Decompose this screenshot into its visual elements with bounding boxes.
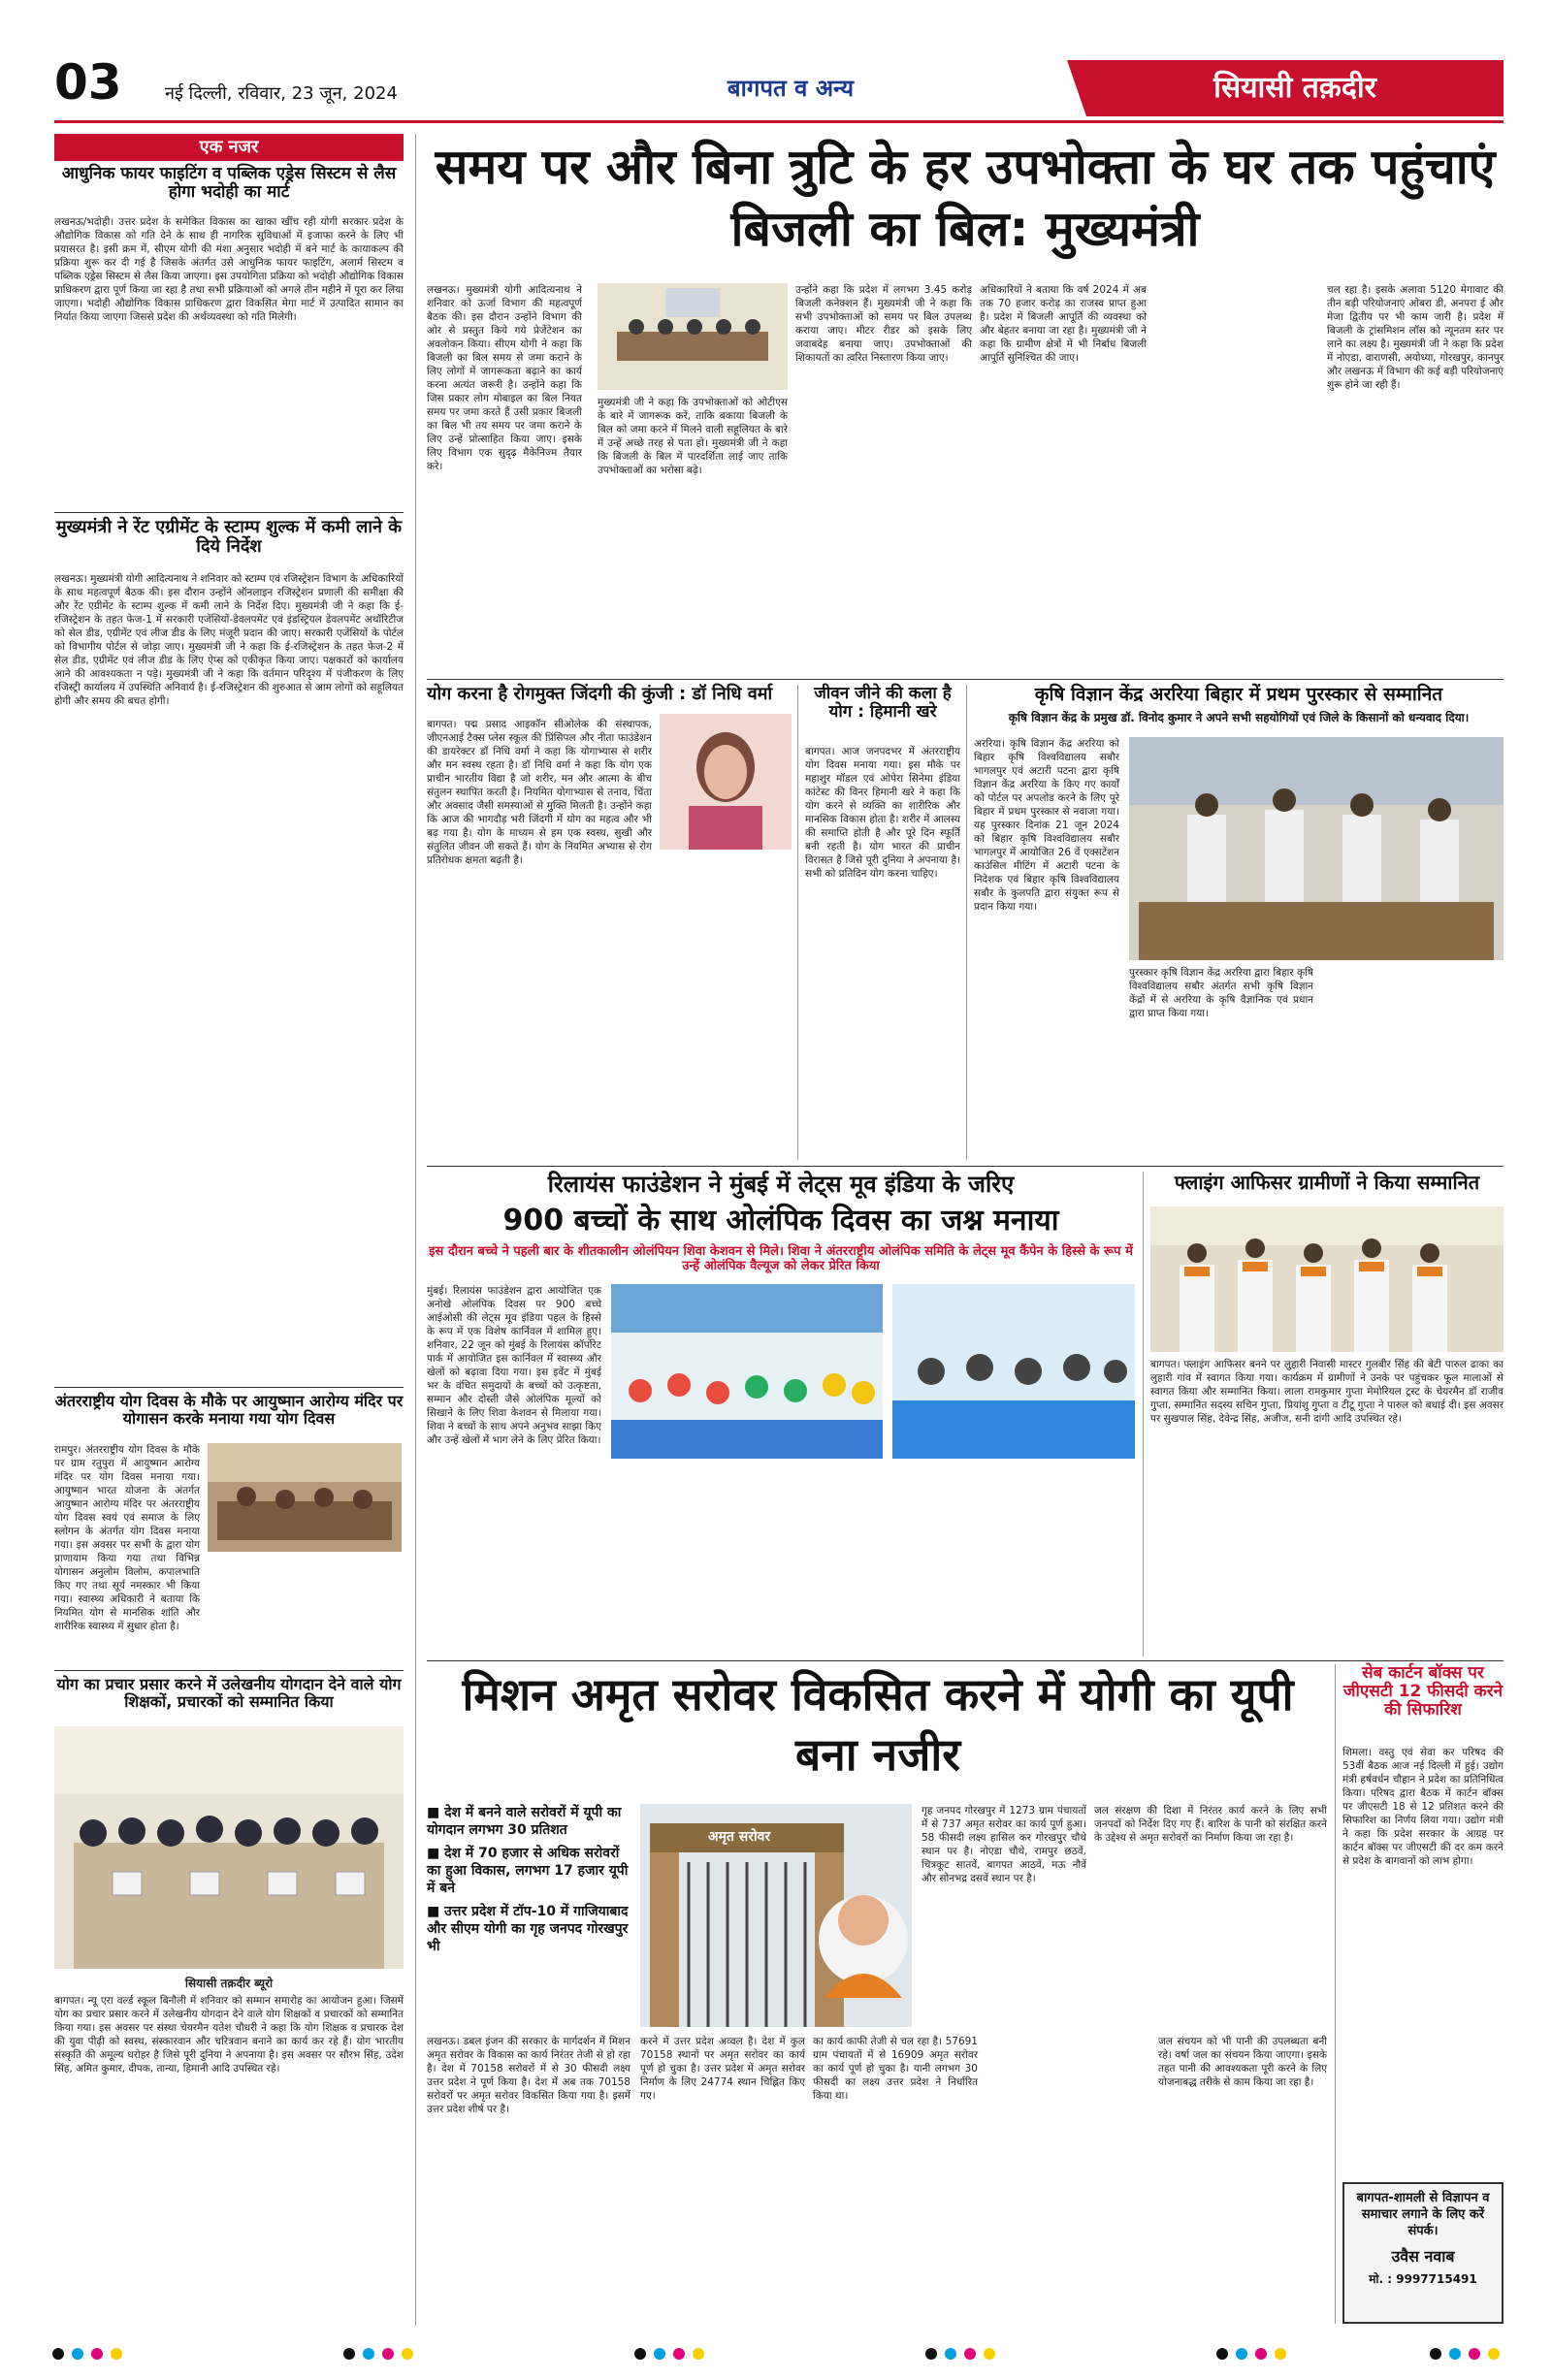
krishi-caption: पुरस्कार कृषि विज्ञान केंद्र अररिया द्वारा बिहार कृषि विश्वविद्यालय सबौर अंतर्गत सभी कृषि विज्ञान केंद्रों में से अररिया के कृषि वैज्ञानिक एवं प्रधान द्वारा प्राप्त किया गया। xyxy=(1129,967,1313,1019)
story1-body: लखनऊ/भदोही। उत्तर प्रदेश के समेकित विकास का खाका खींच रही योगी सरकार प्रदेश के औद्योगिक विकास को गति देने के साथ ही नागरिक सुविधाओं में इजाफा करने के लिए भी प्रयासरत है। इसी क्रम में, सीएम योगी की मंशा अनुसार भदोही में बने मार्ट के कायाकल्प की प्रक्रिया शुरू कर दी गई है जिसके अंतर्गत उसे आधुनिक फायर फाइटिंग, अलार्म सिस्टम व पब्लिक एड्रेस सिस्टम से लैस किया जाएगा। इस उपयोगिता प्रक्रिया को भदोही औद्योगिक विकास प्राधिकरण द्वारा पूर्ण किया जा रहा है तथा सभी प्रक्रियाओं को अगले तीन महीने में पूरा कर लिया जाएगा। भदोही औद्योगिक विकास प्राधिकरण द्वारा विकसित मेगा मार्ट में उत्पादित सामान का निर्यात किया जाएगा जिससे प्रदेश की अर्थव्यवस्था को गति मिलेगी। xyxy=(54,216,404,323)
amrit-body6: जल संचयन को भी पानी की उपलब्धता बनी रहे। वर्षा जल का संचयन किया जाएगा। इसके तहत पानी की आवश्यकता पूरी करने के लिए योजनाबद्ध तरीके से काम किया जा रहा है। xyxy=(1158,2036,1327,2088)
lead-col4: अधिकारियों ने बताया कि वर्ष 2024 में अब तक 70 हजार करोड़ का राजस्व प्राप्त हुआ है। प्रदेश में बिजली आपूर्ति की व्यवस्था को और बेहतर बनाया जा रहा है। मुख्यमंत्री जी ने कहा कि ग्रामीण क्षेत्रों में भी निर्बाध बिजली आपूर्ति सुनिश्चित की जाए। xyxy=(980,284,1147,364)
story3-headline: अंतरराष्ट्रीय योग दिवस के मौके पर आयुष्मान आरोग्य मंदिर पर योगासन करके मनाया गया योग दिवस xyxy=(54,1392,404,1428)
gate-label: अमृत सरोवर xyxy=(707,1829,771,1845)
jeevan-story-headline: जीवन जीने की कला है योग : हिमानी खरे xyxy=(814,684,952,723)
column-divider xyxy=(415,134,416,2326)
page-number: 03 xyxy=(54,54,122,111)
story1-headline: आधुनिक फायर फाइटिंग व पब्लिक एड्रेस सिस्टम से लैस होगा भदोही का मार्ट xyxy=(61,164,397,203)
lead-col3: उन्होंने कहा कि प्रदेश में लगभग 3.45 करोड़ बिजली कनेक्शन हैं। मुख्यमंत्री जी ने कहा कि सभी उपभोक्ताओं को समय पर बिल उपलब्ध कराया जाए। मीटर रीडर को इसके लिए जवाबदेह बनाया जाए। उपभोक्ताओं की शिकायतों का त्वरित निस्तारण किया जाए। xyxy=(795,284,972,364)
reliance-headline-line2: 900 बच्चों के साथ ओलंपिक दिवस का जश्न मनाया xyxy=(502,1204,1059,1238)
reliance-body-col4 xyxy=(968,1464,1135,1653)
yoga-story-headline: योग करना है रोगमुक्त जिंदगी की कुंजी : डॉ निधि वर्मा xyxy=(427,684,773,704)
reliance-headline-line1: रिलायंस फाउंडेशन ने मुंबई में लेट्स मूव इंडिया के जरिए xyxy=(547,1171,1015,1198)
award-photo xyxy=(1129,737,1504,960)
yoga-day-photo xyxy=(208,1443,402,1552)
gst-body: शिमला। वस्तु एवं सेवा कर परिषद की 53वीं बैठक आज नई दिल्ली में हुई। उद्योग मंत्री हर्षवर्धन चौहान ने प्रदेश का प्रतिनिधित्व किया। परिषद द्वारा बैठक में कार्टन बॉक्स पर जीएसटी 18 से 12 प्रतिशत करने की सिफारिश का निर्णय लिया गया। उद्योग मंत्री ने कहा कि प्रदेश सरकार के आग्रह पर कार्टन बॉक्स पर जीएसटी की दर कम करने से प्रदेश के बागवानों को लाभ होगा। xyxy=(1342,1747,1504,1867)
olympic-day-photo-1 xyxy=(611,1284,883,1459)
story4-body: बागपत। न्यू एरा वर्ल्ड स्कूल बिनौली में शनिवार को सम्मान समारोह का आयोजन हुआ। जिसमें योग का प्रचार प्रसार करने में उलेखनीय योगदान देने वाले योग शिक्षकों व प्रचारकों को सम्मानित किया गया। इस अवसर पर संस्था चेयरमैन यतेश चौधरी ने कहा कि योग शिक्षक व प्रचारक देश की युवा पीढ़ी को स्वस्थ, संस्कारवान और चरित्रवान बनाने का कार्य कर रहे हैं। योग भारतीय संस्कृति की अमूल्य धरोहर है जिसे पूरी दुनिया ने अपनाया है। इस अवसर पर सौरभ सिंह, उदेश सिंह, अमित कुमार, दीपक, तान्या, हिमानी आदि उपस्थित रहे। xyxy=(54,1995,404,2074)
story2-body: लखनऊ। मुख्यमंत्री योगी आदित्यनाथ ने शनिवार को स्टाम्प एवं रजिस्ट्रेशन विभाग के अधिकारियों के साथ महत्वपूर्ण बैठक की। इस दौरान उन्होंने ऑनलाइन रजिस्ट्रेशन प्रणाली की समीक्षा की और रेंट एग्रीमेंट के स्टाम्प शुल्क में कमी लाने के निर्देश दिए। मुख्यमंत्री जी ने कहा कि ई-रजिस्ट्रेशन के तहत फेज-1 में सरकारी एजेंसियों-डेवलपमेंट एवं इंडस्ट्रियल डेवलपमेंट अथॉरिटीज को सेल डीड, एग्रीमेंट एवं लीज डीड के लिए मंजूरी प्रदान की जाए। सरकारी एजेंसियों के पोर्टल को विभागीय पोर्टल से जोड़ा जाए। मुख्यमंत्री जी ने कहा कि ई-रजिस्ट्रेशन के तहत फेज-2 में सेल डीड, एग्रीमेंट एवं लीज डीड के लिए ऐप्स को एकीकृत किया जाए। पक्षकारों को कार्यालय आने की आवश्यकता न पड़े। मुख्यमंत्री जी ने कहा कि वर्तमान परिदृश्य में पंजीकरण के लिए रजिस्ट्री कार्यालय में उपस्थिति अनिवार्य है। ई-रजिस्ट्रेशन की शुरुआत से आम लोगों को सहूलियत होगी और समय की बचत होगी। xyxy=(54,573,404,707)
issue-date: नई दिल्ली, रविवार, 23 जून, 2024 xyxy=(165,83,398,104)
section-name: बागपत व अन्य xyxy=(727,75,855,102)
reliance-body-col3 xyxy=(790,1464,960,1653)
contact-text: बागपत-शामली से विज्ञापन व समाचार लगाने के लिए करें संपर्क। xyxy=(1356,2191,1490,2238)
krishi-caption-cont xyxy=(1321,966,1504,1160)
meeting-photo xyxy=(598,283,788,390)
amrit-body3: करने में उत्तर प्रदेश अव्वल है। देश में कुल 70158 स्थानों पर अमृत सरोवर का कार्य पूर्ण हो चुका है। उत्तर प्रदेश में अमृत सरोवर निर्माण के लिए 24774 स्थान चिह्नित किए गए। xyxy=(640,2036,805,2102)
reliance-body: मुंबई। रिलायंस फाउंडेशन द्वारा आयोजित एक अनोखे ओलंपिक दिवस पर 900 बच्चे आईओसी की लेट्स मूव इंडिया पहल के हिस्से के रूप में एक विशेष कार्निवल में शामिल हुए। शनिवार, 22 जून को मुंबई के रिलायंस कॉर्पोरेट पार्क में आयोजित इस कार्निवल में स्वास्थ्य और खेलों को बढ़ावा दिया गया। इस इवेंट में मुंबई भर के वंचित समुदायों के बच्चों को उत्कृष्टता, सम्मान और दोस्ती जैसे ओलंपिक मूल्यों को सिखाने के लिए शिवा केशवन से मिलाया गया। शिवा ने बच्चों के साथ अपने अनुभव साझा किए और उन्हें खेलों में भाग लेने के लिए प्रेरित किया। xyxy=(427,1285,601,1446)
amrit-body1: गृह जनपद गोरखपुर में 1273 ग्राम पंचायतों में से 737 अमृत सरोवर का कार्य पूर्ण हुआ। 58 फीसदी लक्ष्य हासिल कर गोरखपुर चौथे स्थान पर है। नोएडा चौथे, रामपुर छठवें, चित्रकूट सातवें, बागपत आठवें, मऊ नौवें और सोनभद्र दसवें स्थान पर है। xyxy=(922,1805,1086,1884)
amrit-bullets xyxy=(427,1804,630,1955)
print-color-bar xyxy=(39,2339,1513,2368)
divider xyxy=(427,1660,1504,1661)
teachers-honour-photo xyxy=(54,1726,404,1969)
krishi-story-subhead: कृषि विज्ञान केंद्र के प्रमुख डॉ. विनोद कुमार ने अपने सभी सहयोगियों एवं जिले के किसानों को धन्यवाद दिया। xyxy=(1008,711,1470,724)
amrit-bullet-text: उत्तर प्रदेश में टॉप-10 में गाजियाबाद और सीएम योगी का गृह जनपद गोरखपुर भी xyxy=(427,1904,629,1954)
advert-contact-box xyxy=(1342,2182,1504,2324)
lead-col5: चल रहा है। इसके अलावा 5120 मेगावाट की तीन बड़ी परियोजनाएं ओबरा डी, अनपरा ई और मेजा द्वितीय पर भी काम जारी है। प्रदेश में बिजली के ट्रांसमिशन लॉस को न्यूनतम स्तर पर लाने का लक्ष्य है। मुख्यमंत्री जी ने कहा कि प्रदेश में नोएडा, वाराणसी, अयोध्या, गोरखपुर, कानपुर और लखनऊ में विभाग की कई बड़ी परियोजनाएं शुरू होने जा रही हैं। xyxy=(1327,284,1504,391)
yoga-story-body: बागपत। पद्म प्रसाद आइकॉन सीओलेक की संस्थापक, जीएनआई टैक्स प्लेस स्कूल की प्रिंसिपल और नीता फाउंडेशन की डायरेक्टर डॉ निधि वर्मा ने कहा कि योगाभ्यास से शरीर और मन स्वस्थ रहता है। डॉ निधि वर्मा ने कहा कि योग एक प्राचीन भारतीय विद्या है जो शरीर, मन और आत्मा के बीच संतुलन स्थापित करती है। नियमित योगाभ्यास से तनाव, चिंता और अवसाद जैसी समस्याओं से मुक्ति मिलती है। उन्होंने कहा कि आज की भागदौड़ भरी जिंदगी में योग का महत्व और भी बढ़ गया है। योग के माध्यम से हम एक स्वस्थ, सुखी और संतुलित जीवन जी सकते हैं। योग के नियमित अभ्यास से रोग प्रतिरोधक क्षमता बढ़ती है। xyxy=(427,719,652,866)
reliance-subhead: इस दौरान बच्चे ने पहली बार के शीतकालीन ओलंपियन शिवा केशवन से मिले। शिवा ने अंतरराष्ट्रीय ओलंपिक समिति के लेट्स मूव कैंपेन के हिस्से के रूप में उन्हें ओलंपिक वैल्यूज को लेकर प्रेरित किया xyxy=(429,1244,1133,1273)
amrit-body4: का कार्य काफी तेजी से चल रहा है। 57691 ग्राम पंचायतों में से 16909 अमृत सरोवर का कार्य पूर्ण हो चुका है। यानी लगभग 30 फीसदी का लक्ष्य उत्तर प्रदेश ने निर्धारित किया था। xyxy=(813,2036,978,2102)
divider xyxy=(54,512,404,513)
olympic-day-photo-2 xyxy=(892,1284,1135,1459)
jeevan-story-body: बागपत। आज जनपदभर में अंतरराष्ट्रीय योग दिवस मनाया गया। इस मौके पर महाशुर मॉडल एवं ओपेरा सिनेमा इंडिया कांटेस्ट की विनर हिमानी खरे ने कहा कि योग करने से व्यक्ति का शारीरिक और मानसिक विकास होता है। शरीर में आलस्य की समाप्ति होती है और पूरे दिन स्फूर्ति बनी रहती है। योग भारत की प्राचीन विरासत है जिसे पूरी दुनिया ने अपनाया है। सभी को प्रतिदिन योग करना चाहिए। xyxy=(805,746,960,880)
brand-tab-decoration xyxy=(1067,60,1086,116)
flying-officer-photo xyxy=(1150,1206,1504,1352)
nidhi-verma-photo xyxy=(660,714,792,850)
amrit-body5: जल संरक्षण की दिशा में निरंतर कार्य करने के लिए सभी जनपदों को निर्देश दिए गए हैं। बारिश के पानी को संरक्षित करने के उद्देश्य से अमृत सरोवरों का निर्माण किया जा रहा है। xyxy=(1094,1805,1327,1844)
story2-headline: मुख्यमंत्री ने रेंट एग्रीमेंट के स्टाम्प शुल्क में कमी लाने के दिये निर्देश xyxy=(55,517,403,558)
lead-col2: मुख्यमंत्री जी ने कहा कि उपभोक्ताओं को ओटीएस के बारे में जागरूक करें, ताकि बकाया बिजली के बिल को जमा करने में मिलने वाली सहूलियत के बारे में उन्हें अच्छे तरह से पता हो। मुख्यमंत्री जी ने कहा कि बिजली के बिल में पारदर्शिता लाई जाए ताकि उपभोक्ताओं का भरोसा बढ़े। xyxy=(598,397,788,476)
amrit-bullet: ■ देश में 70 हजार से अधिक सरोवरों का हुआ विकास, लगभग 17 हजार यूपी में बने xyxy=(427,1846,629,1896)
story3-body-start: रामपुर। अंतरराष्ट्रीय योग दिवस के मौके पर ग्राम रतुपुरा में आयुष्मान आरोग्य मंदिर पर योग दिवस मनाया गया। आयुष्मान भारत योजना के अंतर्गत आयुष्मान आरोग्य मंदिर पर अंतरराष्ट्रीय योग दिवस स्वयं एवं समाज के लिए स्लोगन के अंतर्गत योग दिवस मनाया गया। इस अवसर पर सभी के द्वारा योग प्राणायाम किया गया तथा विभिन्न योगासन अनुलोम विलोम, कपालभाति किए गए तथा सूर्य नमस्कार भी किया गया। स्वास्थ्य अधिकारी ने बताया कि नियमित योग से मानसिक शांति और शारीरिक स्वास्थ्य में सुधार होता है। xyxy=(54,1444,200,1632)
lead-headline: समय पर और बिना त्रुटि के हर उपभोक्ता के घर तक पहुंचाएं बिजली का बिल: मुख्यमंत्री xyxy=(435,139,1496,257)
amrit-body2: लखनऊ। डबल इंजन की सरकार के मार्गदर्शन में मिशन अमृत सरोवर के विकास का कार्य निरंतर तेजी से हो रहा है। देश में 70158 सरोवरों में से 30 फीसदी लक्ष्य उत्तर प्रदेश ने पूर्ण किया है। देश में अब तक 70158 सरोवरों पर अमृत सरोवर विकसित किया गया है। इसमें उत्तर प्रदेश शीर्ष पर है। xyxy=(427,2036,630,2115)
column-divider xyxy=(1335,1664,1336,2324)
krishi-story-body: अररिया। कृषि विज्ञान केंद्र अररिया को बिहार कृषि विश्वविद्यालय सबौर भागलपुर एवं अटारी पटना द्वारा कृषि विज्ञान केंद्र अररिया के किए गए कार्यों को पोर्टल पर अपलोड करने के लिए पूरे बिहार में प्रथम पुरस्कार से नवाजा गया। यह पुरस्कार दिनांक 21 जून 2024 को बिहार कृषि विश्वविद्यालय सबौर भागलपुर में आयोजित 26 वें एक्सटेंशन काउंसिल मीटिंग में अटारी पटना के निदेशक एवं बिहार कृषि विश्वविद्यालय सबौर के कुलपति द्वारा संयुक्त रूप से प्रदान किया गया। xyxy=(974,738,1119,913)
reliance-body-col2 xyxy=(611,1464,782,1653)
amrit-bullet-text: देश में 70 हजार से अधिक सरोवरों का हुआ विकास, लगभग 17 हजार यूपी में बने xyxy=(427,1846,629,1896)
story4-caption: सियासी तक़दीर ब्यूरो xyxy=(184,1977,274,1990)
masthead-rule xyxy=(54,120,1504,123)
lead-col4b xyxy=(1154,283,1319,671)
contact-phone: मो. : 9997715491 xyxy=(1369,2272,1477,2286)
krishi-story-headline: कृषि विज्ञान केंद्र अररिया बिहार में प्रथम पुरस्कार से सम्मानित xyxy=(1034,684,1443,705)
brand-logo: सियासी तक़दीर xyxy=(1086,60,1504,116)
gst-headline: सेब कार्टन बॉक्स पर जीएसटी 12 फीसदी करने की सिफारिश xyxy=(1342,1663,1504,1721)
divider xyxy=(427,679,1504,680)
yoga-story-body-cont xyxy=(427,867,792,1160)
contact-name: उवैस नवाब xyxy=(1391,2247,1455,2266)
amrit-bullet: ■ देश में बनने वाले सरोवरों में यूपी का योगदान लगभग 30 प्रतिशत xyxy=(427,1805,622,1838)
masthead xyxy=(0,0,1552,124)
amrit-body5b xyxy=(986,2035,1150,2326)
story3-body-cont xyxy=(54,1563,404,1660)
ek-nazar-label: एक नजर xyxy=(54,134,404,161)
amrit-bullet-text: देश में बनने वाले सरोवरों में यूपी का योगदान लगभग 30 प्रतिशत xyxy=(427,1805,622,1838)
flying-officer-body: बागपत। फ्लाइंग आफिसर बनने पर लुहारी निवासी मास्टर गुलबीर सिंह की बेटी पारुल ढाका का लुहारी गांव में स्वागत किया गया। कार्यक्रम में ग्रामीणों ने उनके पर पहुंचकर फूल मालाओं से स्वागत किया और सम्मानित किया। लाला रामकुमार गुप्ता मेमोरियल ट्रस्ट के चेयरमैन डॉ राजीव गुप्ता, सम्मानित सदस्य सचिन गुप्ता, प्रियांशु गुप्ता व टीटू गुप्ता ने पारुल को बधाई दी। इस अवसर पर सुखपाल सिंह, देवेन्द्र सिंह, अजीज, सनी दांगी आदि उपस्थित रहे। xyxy=(1150,1359,1504,1425)
column-divider xyxy=(1143,1172,1144,1656)
lead-col1: लखनऊ। मुख्यमंत्री योगी आदित्यनाथ ने शनिवार को ऊर्जा विभाग की महत्वपूर्ण बैठक की। इस दौरान उन्होंने विभाग की ओर से प्रस्तुत किये गये प्रेजेंटेशन का अवलोकन किया। सीएम योगी ने कहा कि बिजली का बिल समय से जमा कराने के लिए लोगों में जागरूकता बढ़ाने का कार्य करना अत्यंत जरूरी है। उन्होंने कहा कि जिस प्रकार लोग मोबाइल का बिल नियत समय पर जमा करते हैं उसी प्रकार बिजली का बिल भी तय समय पर जमा कराने के लिए उन्हें प्रोत्साहित किया जाए। इसके लिए विभाग एक सुदृढ़ मैकेनिज्म तैयार करे। xyxy=(427,284,582,472)
amrit-bullet: ■ उत्तर प्रदेश में टॉप-10 में गाजियाबाद और सीएम योगी का गृह जनपद गोरखपुर भी xyxy=(427,1904,629,1954)
divider xyxy=(427,1166,1504,1167)
column-divider xyxy=(797,685,798,1160)
amrit-headline: मिशन अमृत सरोवर विकसित करने में योगी का यूपी बना नजीर xyxy=(462,1668,1294,1781)
story4-headline: योग का प्रचार प्रसार करने में उलेखनीय योगदान देने वाले योग शिक्षकों, प्रचारकों को सम्मानित किया xyxy=(56,1675,402,1711)
divider xyxy=(54,1387,404,1388)
divider xyxy=(54,1670,404,1671)
flying-officer-headline: फ्लाइंग आफिसर ग्रामीणों ने किया सम्मानित xyxy=(1174,1171,1480,1194)
column-divider xyxy=(966,685,967,1160)
